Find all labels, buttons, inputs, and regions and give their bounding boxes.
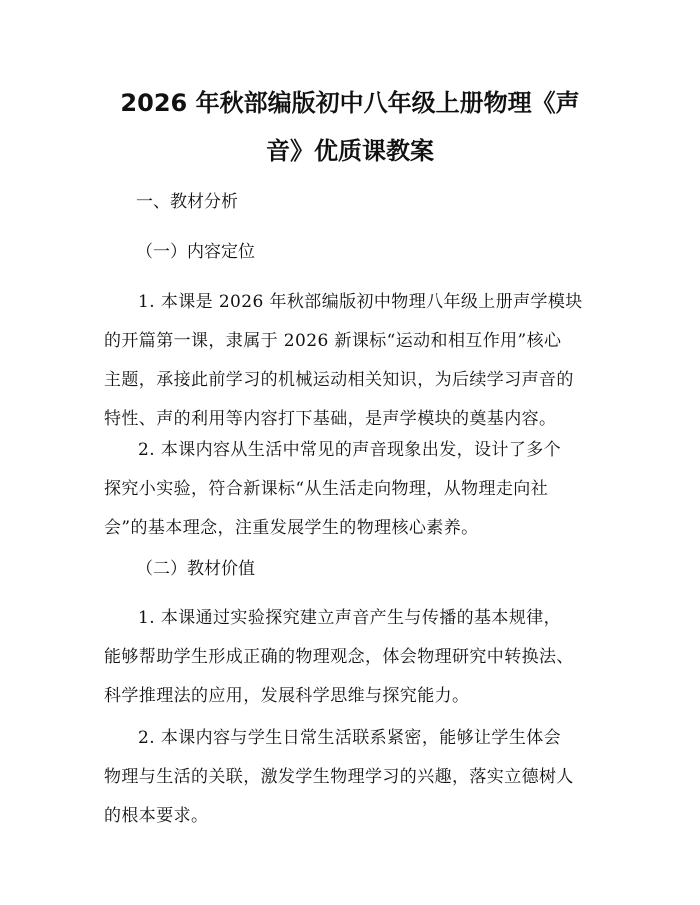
subsection-heading-textbook-value: （二）教材价值 xyxy=(136,559,255,579)
subsection-heading-content-positioning: （一）内容定位 xyxy=(136,242,255,262)
paragraph-line: 能够帮助学生形成正确的物理观念，体会物理研究中转换法、 xyxy=(104,647,574,667)
paragraph-textbook-value-2 xyxy=(104,719,604,836)
document-title-line-1: 2026 年秋部编版初中八年级上册物理《声 xyxy=(120,89,580,117)
paragraph-line: 特性、声的利用等内容打下基础，是声学模块的奠基内容。 xyxy=(104,409,557,429)
paragraph-line: 1. 本课是 2026 年秋部编版初中物理八年级上册声学模块 xyxy=(138,292,583,312)
document-title-line-2: 音》优质课教案 xyxy=(266,137,434,165)
paragraph-line: 的开篇第一课，隶属于 2026 新课标“运动和相互作用”核心 xyxy=(104,331,562,351)
paragraph-line: 主题，承接此前学习的机械运动相关知识，为后续学习声音的 xyxy=(104,370,574,390)
paragraph-line: 科学推理法的应用，发展科学思维与探究能力。 xyxy=(104,686,470,706)
paragraph-line: 1. 本课通过实验探究建立声音产生与传播的基本规律， xyxy=(138,608,562,628)
paragraph-line: 会”的基本理念，注重发展学生的物理核心素养。 xyxy=(104,518,479,538)
section-heading-textbook-analysis: 一、教材分析 xyxy=(136,192,238,212)
paragraph-line: 2. 本课内容与学生日常生活联系紧密，能够让学生体会 xyxy=(138,728,562,748)
paragraph-line: 2. 本课内容从生活中常见的声音现象出发，设计了多个 xyxy=(138,440,562,460)
paragraph-line: 的根本要求。 xyxy=(104,806,209,826)
paragraph-content-positioning-2 xyxy=(104,431,604,548)
paragraph-content-positioning-1 xyxy=(104,283,604,439)
paragraph-line: 探究小实验，符合新课标“从生活走向物理，从物理走向社 xyxy=(104,479,549,499)
paragraph-textbook-value-1 xyxy=(104,599,604,716)
paragraph-line: 物理与生活的关联，激发学生物理学习的兴趣，落实立德树人 xyxy=(104,767,574,787)
